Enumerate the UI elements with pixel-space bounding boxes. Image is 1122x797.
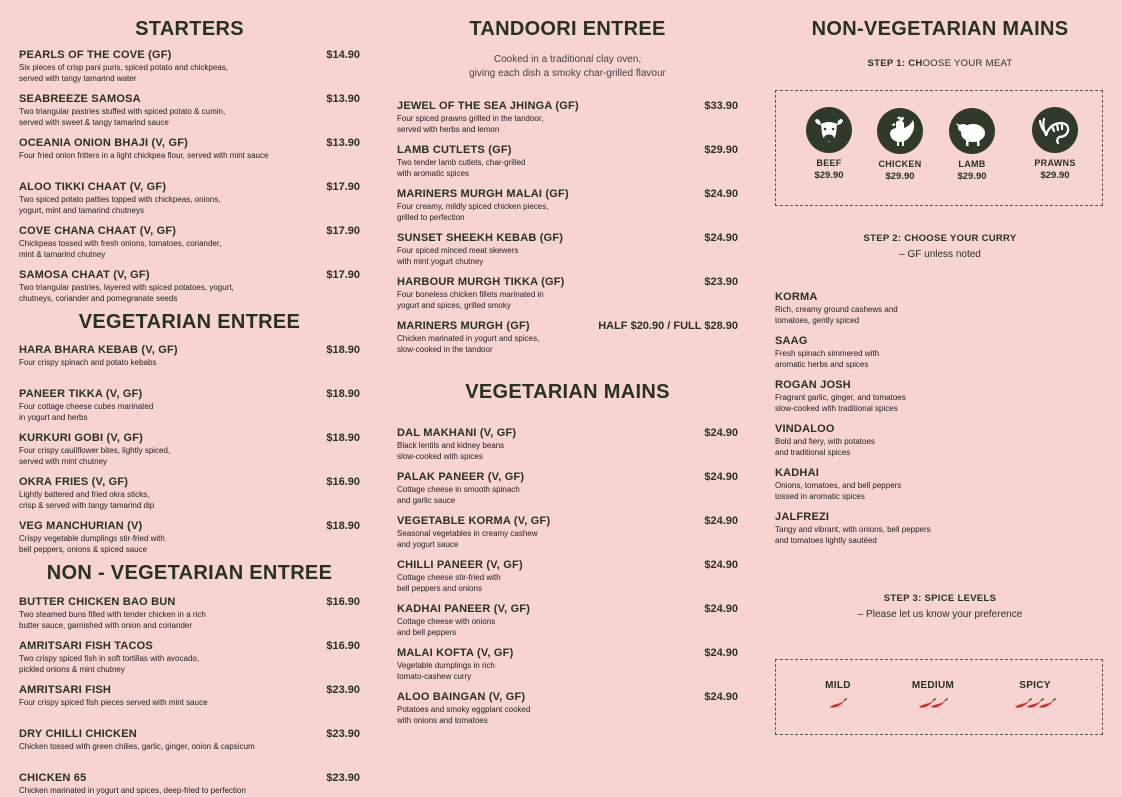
tandoori-menu-item: [397, 232, 738, 267]
item-name: HARBOUR MURGH TIKKA (GF): [397, 276, 565, 288]
meat-option-prawns: [1025, 107, 1085, 181]
item-price: $24.90: [704, 515, 738, 527]
cow-icon: [806, 107, 852, 153]
curry-option: [775, 467, 1105, 502]
veg-mains-menu-item: [397, 559, 738, 594]
item-name: HARA BHARA KEBAB (V, GF): [19, 344, 178, 356]
chili-icon: [828, 698, 848, 710]
item-price: $17.90: [326, 269, 360, 281]
step1-heading: STEP 1: CHOOSE YOUR MEAT: [867, 58, 1013, 69]
item-name: PALAK PANEER (V, GF): [397, 471, 525, 483]
meat-choice-box: [775, 90, 1103, 206]
item-name: PEARLS OF THE COVE (GF): [19, 49, 172, 61]
section-title-veg-mains: VEGETARIAN MAINS: [465, 381, 670, 403]
chili-row: [888, 697, 978, 711]
item-description: Vegetable dumplings in rich tomato-cashew curry: [397, 661, 495, 681]
step2-heading: STEP 2: CHOOSE YOUR CURRY: [863, 233, 1017, 244]
veg-mains-menu-item: [397, 647, 738, 682]
item-description: Chicken marinated in yogurt and spices, slow-cooked in the tandoor: [397, 334, 540, 354]
sheep-icon: [949, 108, 995, 154]
curry-name: ROGAN JOSH: [775, 379, 851, 391]
item-name: KADHAI PANEER (V, GF): [397, 603, 531, 615]
item-description: Cottage cheese in smooth spinach and garlic sauce: [397, 485, 520, 505]
curry-option: [775, 291, 1105, 326]
meat-price: $29.90: [814, 170, 844, 181]
item-name: ALOO TIKKI CHAAT (V, GF): [19, 181, 167, 193]
item-price: $23.90: [326, 728, 360, 740]
meat-label: CHICKEN: [878, 159, 922, 169]
veg-entree-menu-item: [19, 388, 360, 423]
meat-price: $29.90: [1040, 170, 1070, 181]
tandoori-menu-item: [397, 100, 738, 135]
item-name: OCEANIA ONION BHAJI (V, GF): [19, 137, 188, 149]
item-name: DAL MAKHANI (V, GF): [397, 427, 517, 439]
curry-description: Bold and fiery, with potatoes and traditional spices: [775, 437, 875, 457]
item-description: Four fried onion fritters in a light chickpea flour, served with mint sauce: [19, 151, 269, 160]
starter-menu-item: [19, 49, 360, 84]
item-description: Cottage cheese with onions and bell peppers: [397, 617, 496, 637]
item-description: Seasonal vegetables in creamy cashew and yogurt sauce: [397, 529, 538, 549]
item-price: $17.90: [326, 181, 360, 193]
nonveg-entree-menu-item: [19, 640, 360, 675]
item-price: $17.90: [326, 225, 360, 237]
item-price: $23.90: [704, 276, 738, 288]
item-price: $13.90: [326, 137, 360, 149]
prawn-icon: [1032, 107, 1078, 153]
curry-description: Fragrant garlic, ginger, and tomatoes slow-cooked with traditional spices: [775, 393, 906, 413]
item-name: CHICKEN 65: [19, 772, 87, 784]
item-description: Crispy vegetable dumplings stir-fried with bell peppers, onions & spiced sauce: [19, 534, 165, 554]
item-description: Lightly battered and fried okra sticks, crisp & served with tangy tamarind dip: [19, 490, 155, 510]
meat-label: BEEF: [816, 158, 842, 168]
item-description: Four crispy spinach and potato kebabs: [19, 358, 157, 367]
item-description: Four spiced minced meat skewers with mint yogurt chutney: [397, 246, 519, 266]
item-name: AMRITSARI FISH: [19, 684, 112, 696]
item-name: VEGETABLE KORMA (V, GF): [397, 515, 551, 527]
section-title-tandoori: TANDOORI ENTREE: [469, 18, 666, 40]
item-price: $18.90: [326, 432, 360, 444]
item-name: CHILLI PANEER (V, GF): [397, 559, 523, 571]
curry-name: SAAG: [775, 335, 808, 347]
item-price: $24.90: [704, 188, 738, 200]
item-name: MARINERS MURGH MALAI (GF): [397, 188, 569, 200]
item-description: Two tender lamb cutlets, char-grilled with aromatic spices: [397, 158, 526, 178]
item-description: Two triangular pastries, layered with spiced potatoes, yogurt, chutneys, coriander and pomegranate seeds: [19, 283, 234, 303]
curry-name: KADHAI: [775, 467, 819, 479]
item-description: Four boneless chicken fillets marinated in yogurt and spices, grilled smoky: [397, 290, 544, 310]
item-name: VEG MANCHURIAN (V): [19, 520, 143, 532]
curry-option: [775, 379, 1105, 414]
spice-level-box: [775, 659, 1103, 735]
meat-price: $29.90: [957, 171, 987, 182]
item-price: $23.90: [326, 772, 360, 784]
spice-level-mild: [793, 680, 883, 711]
starter-menu-item: [19, 225, 360, 260]
item-price: $29.90: [704, 144, 738, 156]
tandoori-menu-item: [397, 188, 738, 223]
item-name: ALOO BAINGAN (V, GF): [397, 691, 526, 703]
rooster-icon: [877, 108, 923, 154]
item-name: BUTTER CHICKEN BAO BUN: [19, 596, 176, 608]
meat-label: PRAWNS: [1034, 158, 1076, 168]
starter-menu-item: [19, 269, 360, 304]
curry-description: Tangy and vibrant, with onions, bell peppers and tomatoes lightly sautéed: [775, 525, 931, 545]
item-price: $18.90: [326, 344, 360, 356]
item-description: Two triangular pastries stuffed with spiced potato & cumin, served with sweet & tangy tamarind sauce: [19, 107, 226, 127]
item-name: DRY CHILLI CHICKEN: [19, 728, 137, 740]
curry-option: [775, 511, 1105, 546]
item-description: Four creamy, mildly spiced chicken pieces, grilled to perfection: [397, 202, 549, 222]
item-name: KURKURI GOBI (V, GF): [19, 432, 143, 444]
veg-entree-menu-item: [19, 520, 360, 555]
item-description: Four cottage cheese cubes marinated in yogurt and herbs: [19, 402, 154, 422]
section-title-nonveg-entree: NON - VEGETARIAN ENTREE: [46, 562, 333, 584]
item-description: Two crispy spiced fish in soft tortillas with avocado, pickled onions & mint chutney: [19, 654, 200, 674]
spice-label: MEDIUM: [911, 680, 955, 691]
nonveg-entree-menu-item: [19, 684, 360, 709]
item-description: Black lentils and kidney beans slow-cooked with spices: [397, 441, 505, 461]
item-name: JEWEL OF THE SEA JHINGA (GF): [397, 100, 579, 112]
veg-mains-menu-item: [397, 471, 738, 506]
item-price: $18.90: [326, 388, 360, 400]
item-name: SAMOSA CHAAT (V, GF): [19, 269, 150, 281]
step3-subtitle: – Please let us know your preference: [857, 609, 1023, 620]
spice-level-spicy: [990, 680, 1080, 711]
meat-price: $29.90: [885, 171, 915, 182]
chili-icon: [929, 698, 949, 710]
veg-entree-menu-item: [19, 344, 360, 369]
item-name: LAMB CUTLETS (GF): [397, 144, 512, 156]
item-price: $24.90: [704, 427, 738, 439]
veg-mains-menu-item: [397, 691, 738, 726]
chili-row: [990, 697, 1080, 711]
item-price: $33.90: [704, 100, 738, 112]
item-name: MALAI KOFTA (V, GF): [397, 647, 514, 659]
item-price: $24.90: [704, 691, 738, 703]
nonveg-entree-menu-item: [19, 728, 360, 753]
section-title-veg-entree: VEGETARIAN ENTREE: [78, 311, 301, 333]
step3-heading: STEP 3: SPICE LEVELS: [883, 593, 997, 604]
curry-option: [775, 423, 1105, 458]
tandoori-menu-item: [397, 320, 738, 355]
chili-row: [793, 697, 883, 711]
item-name: PANEER TIKKA (V, GF): [19, 388, 143, 400]
nonveg-entree-menu-item: [19, 596, 360, 631]
item-price: $24.90: [704, 647, 738, 659]
item-name: AMRITSARI FISH TACOS: [19, 640, 153, 652]
item-price: $18.90: [326, 520, 360, 532]
section-title-starters: STARTERS: [135, 18, 244, 40]
tandoori-intro: Cooked in a traditional clay oven, giving each dish a smoky char-grilled flavour: [469, 54, 666, 79]
item-price: $13.90: [326, 93, 360, 105]
curry-description: Fresh spinach simmered with aromatic herbs and spices: [775, 349, 880, 369]
item-name: COVE CHANA CHAAT (V, GF): [19, 225, 177, 237]
tandoori-menu-item: [397, 144, 738, 179]
item-name: MARINERS MURGH (GF): [397, 320, 530, 332]
item-description: Chicken marinated in yogurt and spices, deep-fried to perfection: [19, 786, 246, 795]
item-price: HALF $20.90 / FULL $28.90: [598, 320, 738, 332]
curry-name: VINDALOO: [775, 423, 835, 435]
item-description: Chickpeas tossed with fresh onions, tomatoes, coriander, mint & tamarind chutney: [19, 239, 222, 259]
item-price: $16.90: [326, 476, 360, 488]
item-description: Six pieces of crisp pani puris, spiced potato and chickpeas, served with tangy tamarind water: [19, 63, 229, 83]
item-description: Four crispy cauliflower bites, lightly spiced, served with mint chutney: [19, 446, 171, 466]
curry-option: [775, 335, 1105, 370]
item-price: $16.90: [326, 640, 360, 652]
curry-description: Rich, creamy ground cashews and tomatoes, gently spiced: [775, 305, 898, 325]
item-name: OKRA FRIES (V, GF): [19, 476, 129, 488]
item-name: SUNSET SHEEKH KEBAB (GF): [397, 232, 564, 244]
item-description: Four spiced prawns grilled in the tandoor, served with herbs and lemon: [397, 114, 544, 134]
meat-option-beef: [799, 107, 859, 181]
meat-label: LAMB: [958, 159, 986, 169]
curry-name: KORMA: [775, 291, 818, 303]
step2-subtitle: – GF unless noted: [899, 249, 981, 260]
curry-name: JALFREZI: [775, 511, 830, 523]
item-price: $24.90: [704, 471, 738, 483]
veg-entree-menu-item: [19, 432, 360, 467]
meat-option-chicken: [870, 108, 930, 182]
starter-menu-item: [19, 181, 360, 216]
meat-option-lamb: [942, 108, 1002, 182]
section-title-nonveg-mains: NON-VEGETARIAN MAINS: [811, 18, 1069, 40]
item-price: $24.90: [704, 559, 738, 571]
item-price: $24.90: [704, 232, 738, 244]
veg-mains-menu-item: [397, 427, 738, 462]
veg-mains-menu-item: [397, 515, 738, 550]
item-description: Two steamed buns filled with tender chicken in a rich butter sauce, garnished with onion and coriander: [19, 610, 206, 630]
item-name: SEABREEZE SAMOSA: [19, 93, 141, 105]
item-price: $23.90: [326, 684, 360, 696]
item-description: Potatoes and smoky eggplant cooked with onions and tomatoes: [397, 705, 531, 725]
chili-icon: [1037, 698, 1057, 710]
veg-entree-menu-item: [19, 476, 360, 511]
spice-label: SPICY: [1019, 680, 1051, 691]
item-description: Chicken tossed with green chilies, garlic, ginger, onion & capsicum: [19, 742, 255, 751]
spice-label: MILD: [825, 680, 851, 691]
tandoori-menu-item: [397, 276, 738, 311]
starter-menu-item: [19, 93, 360, 128]
curry-description: Onions, tomatoes, and bell peppers tossed in aromatic spices: [775, 481, 902, 501]
item-price: $14.90: [326, 49, 360, 61]
item-description: Four crispy spiced fish pieces served with mint sauce: [19, 698, 208, 707]
spice-level-medium: [888, 680, 978, 711]
item-description: Two spiced potato patties topped with chickpeas, onions, yogurt, mint and tamarind chutneys: [19, 195, 221, 215]
item-description: Cottage cheese stir-fried with bell peppers and onions: [397, 573, 501, 593]
starter-menu-item: [19, 137, 360, 162]
veg-mains-menu-item: [397, 603, 738, 638]
item-price: $24.90: [704, 603, 738, 615]
item-price: $16.90: [326, 596, 360, 608]
